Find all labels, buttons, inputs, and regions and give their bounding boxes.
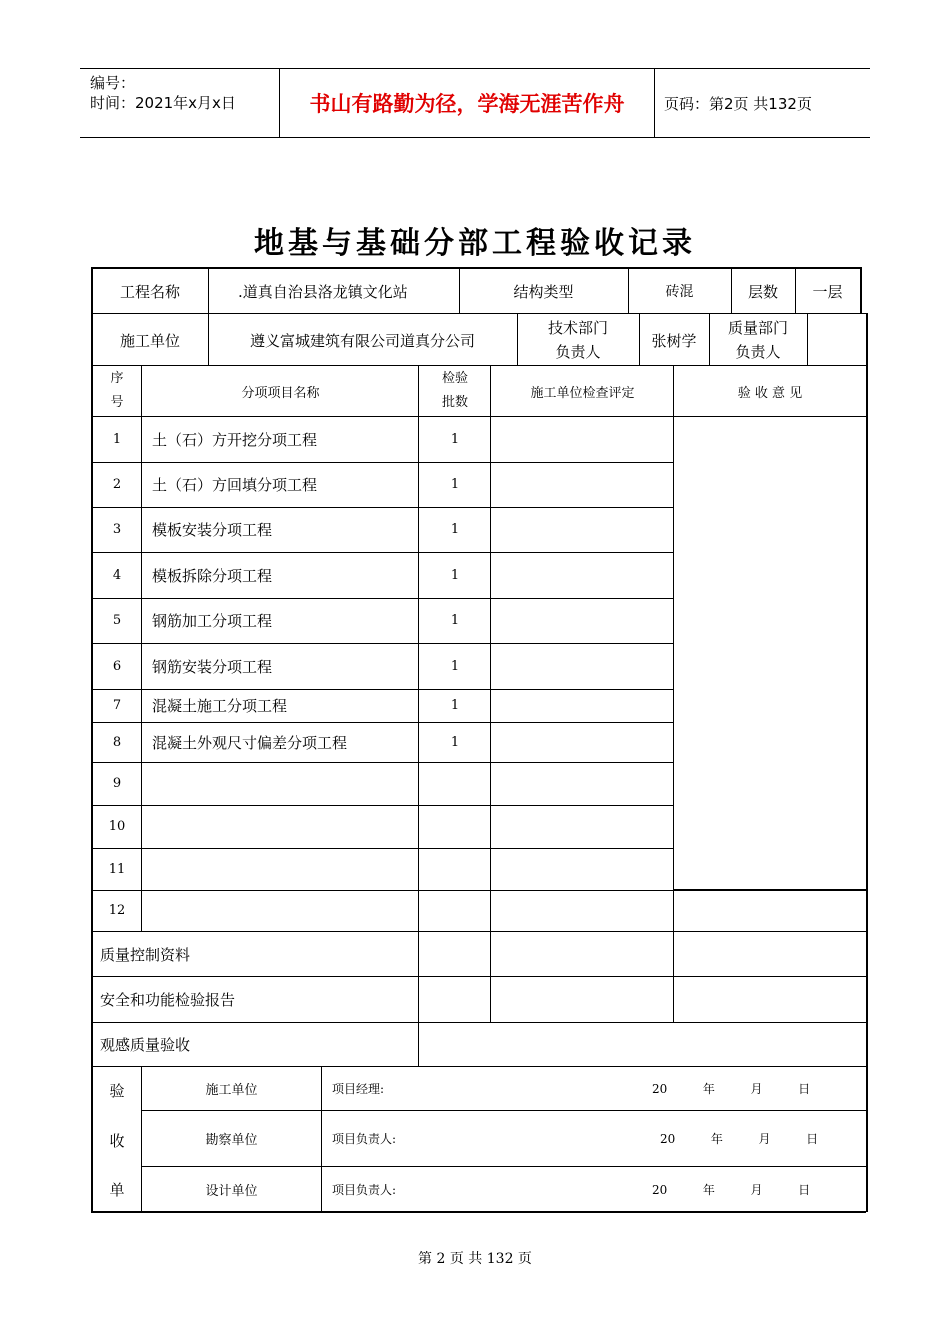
row-number: 11 — [108, 861, 126, 877]
quality-head-label: 质量部门 负责人 — [727, 319, 788, 361]
row-item-name: 土（石）方开挖分项工程 — [152, 430, 318, 449]
row-batches: 1 — [450, 613, 460, 628]
builder-value: 遵义富城建筑有限公司道真分公司 — [249, 331, 475, 350]
row-item-name: 钢筋加工分项工程 — [152, 612, 273, 630]
row-item-name: 混凝土施工分项工程 — [152, 697, 288, 715]
row-number: 7 — [112, 698, 122, 713]
row-number: 4 — [112, 567, 122, 583]
number-label: 编号： — [90, 74, 136, 92]
acceptance-date: 20 年 月 日 — [652, 1182, 811, 1197]
document-header — [80, 68, 870, 138]
project-name-label: 工程名称 — [119, 282, 180, 301]
acceptance-date: 20 年 月 日 — [652, 1081, 811, 1096]
acceptance-date: 20 年 月 日 — [660, 1132, 819, 1146]
col-check: 施工单位检查评定 — [530, 385, 635, 401]
acceptance-unit: 勘察单位 — [205, 1133, 258, 1148]
row-batches: 1 — [450, 698, 460, 713]
structure-value: 砖混 — [665, 284, 694, 300]
table-rule — [673, 889, 866, 891]
row-item-name — [152, 890, 418, 931]
row-number: 1 — [112, 431, 122, 447]
row-batches — [419, 890, 491, 931]
floors-value: 一层 — [812, 282, 843, 301]
row-batches: 1 — [450, 734, 460, 750]
table-rule — [91, 1211, 866, 1213]
row-number: 2 — [112, 477, 122, 492]
tech-head-label: 技术部门 负责人 — [547, 319, 608, 361]
acceptance-label-2: 收 — [109, 1131, 125, 1150]
col-batches: 检验 批数 — [441, 371, 468, 410]
safety-report-label: 安全和功能检验报告 — [100, 990, 236, 1009]
row-batches: 1 — [450, 658, 460, 674]
page-title: 地基与基础分部工程验收记录 — [254, 226, 696, 261]
date-label: 时间：2021年x月x日 — [90, 94, 236, 112]
row-item-name — [152, 848, 418, 890]
table-rule — [91, 1212, 141, 1213]
row-item-name: 模板拆除分项工程 — [152, 566, 273, 585]
row-item-name: 钢筋安装分项工程 — [152, 657, 273, 676]
quality-head-value — [807, 314, 866, 366]
row-batches: 1 — [450, 431, 460, 447]
row-item-name — [152, 762, 418, 805]
row-number: 12 — [108, 903, 126, 918]
row-batches: 1 — [450, 477, 460, 492]
row-item-name: 模板安装分项工程 — [152, 521, 273, 539]
row-number: 8 — [112, 734, 122, 750]
table-rule — [321, 1066, 322, 1212]
acceptance-label-1: 验 — [109, 1081, 125, 1100]
row-number: 10 — [108, 819, 126, 834]
builder-label: 施工单位 — [119, 331, 180, 350]
row-batches — [419, 805, 491, 848]
row-batches — [419, 848, 491, 890]
row-batches — [419, 762, 491, 805]
header-page-info: 页码：第2页 共132页 — [664, 94, 812, 113]
row-number: 9 — [112, 776, 122, 791]
table-rule — [673, 931, 866, 932]
quality-docs-label: 质量控制资料 — [100, 945, 191, 964]
acceptance-person: 项目经理: — [332, 1081, 385, 1096]
row-item-name: 土（石）方回填分项工程 — [152, 476, 318, 494]
acceptance-person: 项目负责人: — [332, 1132, 397, 1146]
row-number: 3 — [112, 522, 122, 537]
floors-label: 层数 — [747, 282, 778, 301]
structure-label: 结构类型 — [513, 282, 574, 301]
table-rule — [673, 365, 674, 1022]
appearance-label: 观感质量验收 — [100, 1035, 191, 1054]
table-rule — [860, 267, 862, 313]
project-name-value: .道真自治县洛龙镇文化站 — [238, 282, 408, 301]
table-rule — [866, 313, 868, 1212]
header-motto: 书山有路勤为径，学海无涯苦作舟 — [280, 69, 655, 137]
col-seq: 序 号 — [110, 371, 124, 410]
acceptance-unit: 设计单位 — [205, 1183, 258, 1199]
row-item-name: 混凝土外观尺寸偏差分项工程 — [152, 733, 348, 752]
page-footer: 第 2 页 共 132 页 — [418, 1251, 532, 1267]
header-meta — [80, 69, 280, 137]
acceptance-person: 项目负责人: — [332, 1182, 397, 1197]
row-batches: 1 — [450, 522, 460, 537]
row-item-name — [152, 805, 418, 848]
row-number: 5 — [112, 613, 122, 628]
acceptance-label-3: 单 — [109, 1180, 125, 1199]
row-number: 6 — [112, 658, 122, 674]
col-name: 分项项目名称 — [241, 385, 320, 401]
col-opinion: 验 收 意 见 — [737, 385, 803, 401]
acceptance-unit: 施工单位 — [205, 1082, 258, 1098]
row-batches: 1 — [450, 567, 460, 583]
tech-head-value: 张树学 — [651, 331, 697, 350]
